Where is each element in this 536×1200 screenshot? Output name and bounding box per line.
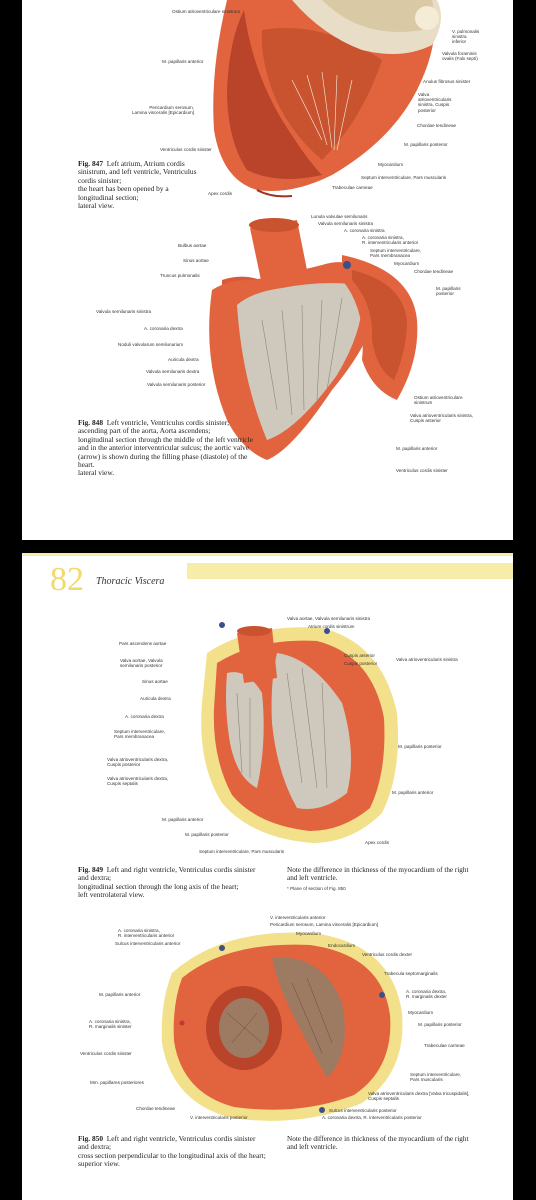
fig847-label: Septum interventriculare, Pars muscularis bbox=[361, 175, 447, 180]
fig849-label: Valva aortae, Valvula semilunaris posterior bbox=[120, 658, 163, 669]
fig850-note: Note the difference in thickness of the myocardium of the right and left ventricle. bbox=[287, 1135, 469, 1152]
fig849-label: Septum interventriculare, Pars muscularis bbox=[199, 849, 285, 854]
fig848-label: A. coronaria sinistra, R. interventricularis anterior bbox=[362, 235, 419, 246]
fig850-label: M. papillaris posterior bbox=[418, 1022, 462, 1027]
fig850-label: Chordae tendineae bbox=[136, 1106, 176, 1111]
fig850-label: Ventriculus cordis dexter bbox=[362, 952, 413, 957]
fig848-label: Ventriculus cordis sinister bbox=[396, 468, 448, 473]
fig847-label: Pericardium serosum, Lamina visceralis [Epicardium] bbox=[132, 105, 195, 116]
fig850-label: Trabecula septomarginalis bbox=[384, 971, 438, 976]
fig847-label: Ventriculus cordis sinister bbox=[160, 147, 212, 152]
fig850-label: Endocardium bbox=[328, 943, 356, 948]
fig848-label: A. coronaria sinistra bbox=[344, 228, 385, 233]
atlas-page-top bbox=[22, 0, 513, 540]
fig849-plane-note: * Plane of section of Fig. 850 bbox=[287, 886, 346, 891]
fig848-label: Valvula semilunaris dextra bbox=[146, 369, 200, 374]
fig847-caption bbox=[78, 160, 197, 210]
fig847-label: M. papillaris posterior bbox=[404, 142, 448, 147]
fig847-caption-text: Left atrium, Atrium cordis sinistrum, and left ventricle, Ventriculus cordis sinister; the heart has been opened by a longitudinal section; lateral view. bbox=[78, 159, 197, 211]
fig850-label: Myocardium bbox=[408, 1010, 434, 1015]
fig850-label: Ventriculus cordis sinister bbox=[80, 1051, 132, 1056]
fig850-label: V. interventricularis posterior bbox=[190, 1115, 248, 1120]
fig849-label: Valva aortae, Valvula semilunaris sinistra bbox=[287, 616, 371, 621]
fig850-label: Valva atrioventricularis dextra [Valva tricuspidalis], Cuspis septalis bbox=[368, 1091, 470, 1102]
fig849-note: Note the difference in thickness of the myocardium of the right and left ventricle. bbox=[287, 866, 469, 883]
fig847-label: Valva atrioventricularis sinistra, Cuspis posterior bbox=[418, 92, 452, 113]
fig850-label: A. coronaria dextra, R. marginalis dexter bbox=[406, 989, 447, 1000]
fig850-label: Sulcus interventricularis anterior bbox=[115, 941, 181, 946]
fig850-label: A. coronaria sinistra, R. interventricularis anterior bbox=[118, 928, 175, 939]
fig849-label: M. papillaris posterior bbox=[185, 832, 229, 837]
fig848-label: Valvula semilunaris sinistra bbox=[318, 221, 374, 226]
fig847-number: Fig. 847 bbox=[78, 159, 104, 168]
fig848-label: M. papillaris posterior bbox=[436, 286, 461, 297]
fig849-label: Auricula dextra bbox=[140, 696, 171, 701]
fig849-illustration bbox=[22, 613, 513, 853]
fig850-label: A. coronaria dextra, R. interventricularis posterior bbox=[322, 1115, 422, 1120]
fig847-label: M. papillaris anterior bbox=[162, 59, 204, 64]
fig849-label: M. papillaris anterior bbox=[392, 790, 434, 795]
fig847-label: Trabeculae carneae bbox=[332, 185, 373, 190]
fig850-label: Trabeculae carneae bbox=[424, 1043, 465, 1048]
fig848-caption-text: Left ventricle, Ventriculus cordis sinister; ascending part of the aorta, Aorta ascendens; longitudinal section through the middle of the left ventricle and in the anterior interventricular sulcus; the aortic valve (arrow) is shown during the filling phase (diastole) of the heart. lateral view. bbox=[78, 418, 253, 478]
fig848-number: Fig. 848 bbox=[78, 418, 104, 427]
fig848-label: Lunula valvulae semilunaris bbox=[311, 214, 368, 219]
fig848-label: Noduli valvularum semilunarium bbox=[118, 342, 184, 347]
fig848-label: Valvula semilunaris sinistra bbox=[96, 309, 152, 314]
section-title: Thoracic Viscera bbox=[96, 576, 165, 587]
fig848-label: Chordae tendineae bbox=[414, 269, 454, 274]
fig848-label: A. coronaria dextra bbox=[144, 326, 183, 331]
fig847-label: Apex cordis bbox=[208, 191, 233, 196]
fig848-label: Ostium atrioventriculare sinistrum bbox=[414, 395, 463, 406]
fig849-number: Fig. 849 bbox=[78, 865, 104, 874]
fig849-label: M. papillaris posterior bbox=[398, 744, 442, 749]
fig849-caption bbox=[78, 866, 255, 900]
fig850-label: Septum interventriculare, Pars muscularis bbox=[410, 1072, 462, 1083]
fig849-caption-text: Left and right ventricle, Ventriculus cordis sinister and dextra; longitudinal section through the long axis of the heart; left ventrolateral view. bbox=[78, 865, 256, 900]
fig850-label: A. coronaria sinistra, R. marginalis sinister bbox=[89, 1019, 132, 1030]
fig850-caption bbox=[78, 1135, 266, 1169]
fig849-label: A. coronaria dextra bbox=[125, 714, 164, 719]
fig848-label: Valva atrioventricularis sinistra, Cuspis anterior bbox=[410, 413, 473, 424]
fig849-label: Atrium cordis sinistrum bbox=[308, 624, 355, 629]
fig847-label: Ostium atrioventriculare sinistrum bbox=[172, 9, 241, 14]
fig849-label: Valva atrioventricularis dextra, Cuspis septalis bbox=[107, 776, 169, 787]
fig849-label: M. papillaris anterior bbox=[162, 817, 204, 822]
fig850-label: Sulcus interventricularis posterior bbox=[329, 1108, 397, 1113]
page-number: 82 bbox=[50, 561, 84, 598]
fig848-caption bbox=[78, 419, 253, 478]
fig849-label: Cuspis posterior bbox=[344, 661, 378, 666]
fig848-label: M. papillaris anterior bbox=[396, 446, 438, 451]
fig848-label: Bulbus aortae bbox=[178, 243, 207, 248]
fig848-label: Sinus aortae bbox=[183, 258, 209, 263]
fig850-label: Mm. papillares posteriores bbox=[90, 1080, 144, 1085]
fig850-caption-text: Left and right ventricle, Ventriculus cordis sinister and dextra; cross section perpendicular to the longitudinal axis of the heart; superior view. bbox=[78, 1134, 266, 1169]
fig849-label: Valva atrioventricularis sinistra bbox=[396, 657, 458, 662]
header-rule bbox=[22, 553, 513, 556]
fig849-label: Valva atrioventricularis dextra, Cuspis posterior bbox=[107, 757, 169, 768]
header-band bbox=[187, 563, 513, 579]
fig847-label: V. pulmonalis sinistra inferior bbox=[452, 29, 480, 45]
atlas-page-bottom bbox=[22, 553, 513, 1200]
fig850-number: Fig. 850 bbox=[78, 1134, 104, 1143]
fig850-label: V. interventricularis anterior bbox=[270, 915, 326, 920]
fig849-label: Pars ascendens aortae bbox=[119, 641, 167, 646]
fig848-label: Truncus pulmonalis bbox=[160, 273, 200, 278]
fig847-label: Chordae tendineae bbox=[417, 123, 457, 128]
fig849-label: Sinus aortae bbox=[142, 679, 168, 684]
fig848-label: Myocardium bbox=[394, 261, 420, 266]
fig848-label: Auricula dextra bbox=[168, 357, 199, 362]
fig848-label: Septum interventriculare, Pars membranacea bbox=[370, 248, 422, 259]
fig848-label: Valvula semilunaris posterior bbox=[147, 382, 206, 387]
fig847-label: Myocardium bbox=[378, 162, 404, 167]
fig850-label: Pericardium serosum, Lamina visceralis [Epicardium] bbox=[270, 922, 378, 927]
fig849-label: Septum interventriculare, Pars membranacea bbox=[114, 729, 166, 740]
fig850-label: M. papillaris anterior bbox=[99, 992, 141, 997]
fig850-label: Myocardium bbox=[296, 931, 322, 936]
fig847-label: Valvula foraminis ovalis (Falx septi) bbox=[442, 51, 478, 62]
fig849-label: Apex cordis bbox=[365, 840, 390, 845]
fig847-label: Anulus fibrosus sinister bbox=[423, 79, 471, 84]
fig849-label: Cuspis anterior bbox=[344, 653, 375, 658]
